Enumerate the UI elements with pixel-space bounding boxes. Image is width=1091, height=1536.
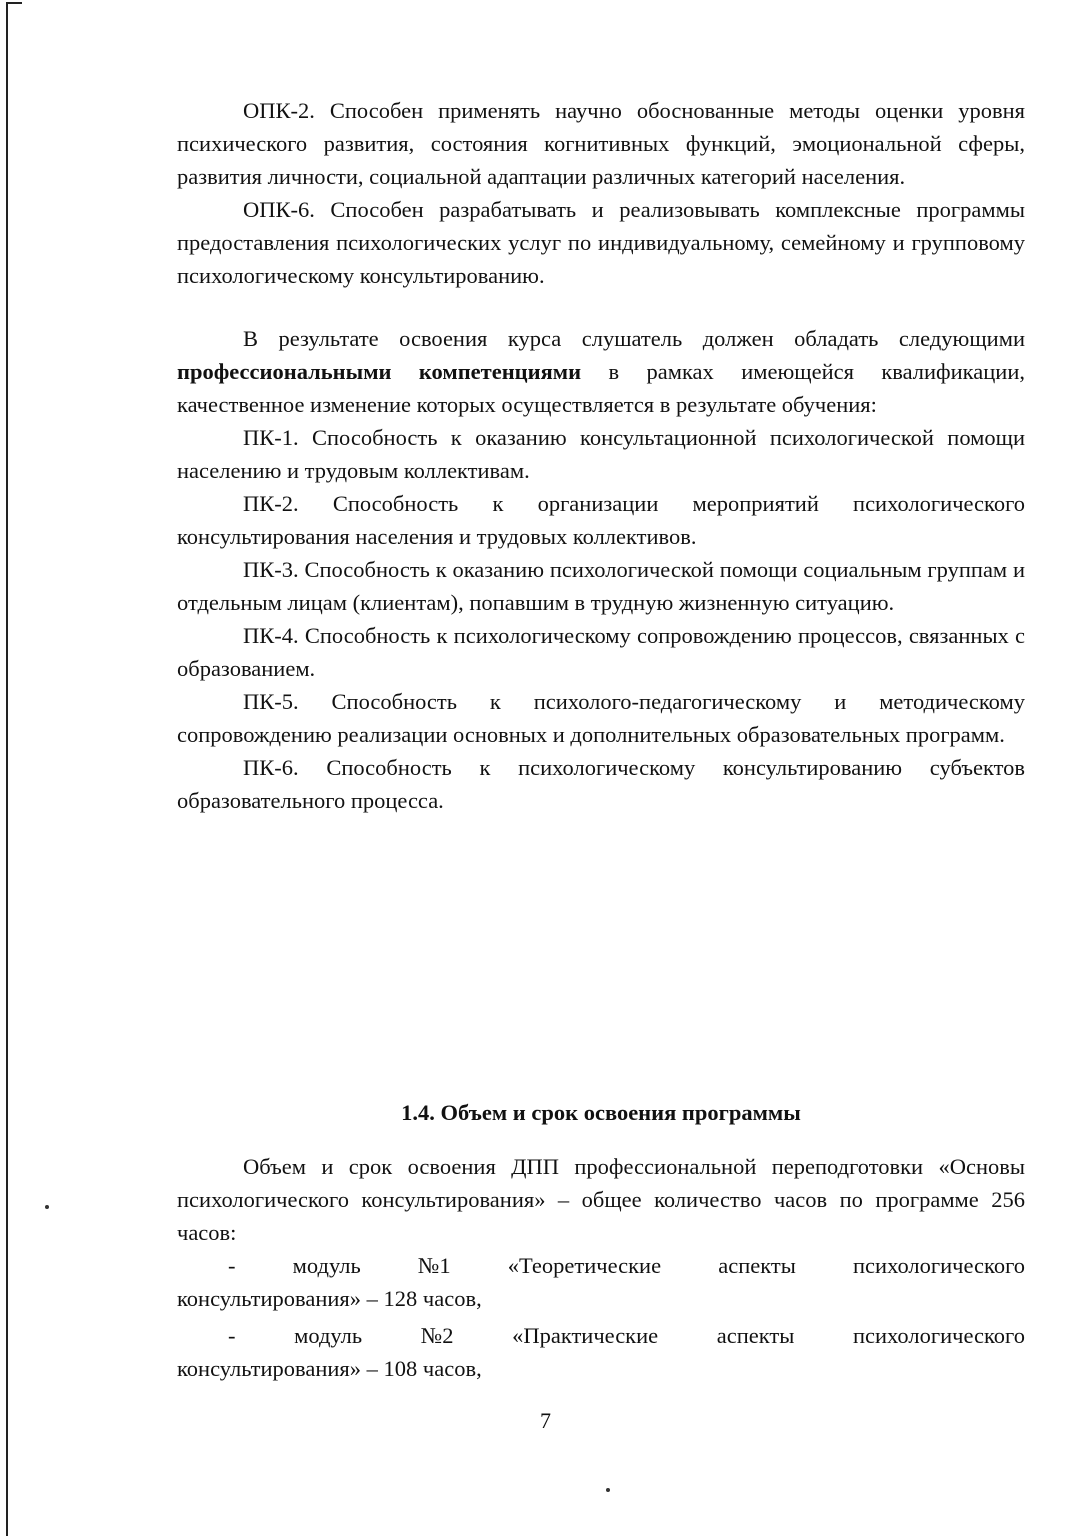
scan-speck <box>45 1205 49 1209</box>
intro-bold: профессиональными компетенциями <box>177 359 582 384</box>
module-word: модуль <box>294 1323 363 1348</box>
competency-text: Способность к психологическому сопровождению процессов, связанных с образованием. <box>177 623 1026 681</box>
module-dash: - <box>228 1323 236 1348</box>
competency-code: ПК-2. <box>243 491 299 516</box>
competency-opk-6 <box>177 193 1025 292</box>
module-name-last: психологического <box>853 1253 1025 1278</box>
competency-pk-3 <box>177 553 1025 619</box>
competency-code: ОПК-2. <box>243 98 315 123</box>
section-content <box>177 1150 1025 1389</box>
scan-border-left <box>6 2 8 1536</box>
module-dash: - <box>228 1253 236 1278</box>
competency-code: ОПК-6. <box>243 197 315 222</box>
competency-code: ПК-1. <box>243 425 299 450</box>
section-title: 1.4. Объем и срок освоения программы <box>401 1100 801 1125</box>
module-name-first: «Теоретические <box>507 1253 662 1278</box>
competency-text: Способность к психологическому консультированию субъектов образовательного процесса. <box>177 755 1025 813</box>
competency-text: Способность к организации мероприятий психологического консультирования населения и трудовых коллективов. <box>177 491 1026 549</box>
competency-text: Способность к оказанию психологической помощи социальным группам и отдельным лицам (клиентам), попавшим в трудную жизненную ситуацию. <box>177 557 1026 615</box>
page-number: 7 <box>540 1408 551 1433</box>
competency-pk-6 <box>177 751 1025 817</box>
competency-text: Способность к оказанию консультационной психологической помощи населению и трудовым коллективам. <box>177 425 1025 483</box>
module-number: №2 <box>420 1323 454 1348</box>
competency-pk-5 <box>177 685 1025 751</box>
competency-pk-4 <box>177 619 1025 685</box>
module-name-mid: аспекты <box>716 1323 795 1348</box>
competency-code: ПК-4. <box>243 623 299 648</box>
module-name-mid: аспекты <box>718 1253 796 1278</box>
competency-code: ПК-3. <box>243 557 299 582</box>
intro-after: в рамках имеющейся квалификации, качественное изменение которых осуществляется в результате обучения: <box>177 359 1026 417</box>
competency-code: ПК-5. <box>243 689 299 714</box>
intro-paragraph <box>177 322 1025 421</box>
module-line <box>177 1319 1025 1352</box>
competency-opk-2 <box>177 94 1025 193</box>
module-continuation: консультирования» – 108 часов, <box>177 1356 482 1381</box>
scan-speck <box>606 1488 610 1492</box>
competency-pk-1 <box>177 421 1025 487</box>
competency-text: Способен применять научно обоснованные методы оценки уровня психического развития, состояния когнитивных функций, эмоциональной сферы, развития личности, социальной адаптации различных категорий населения. <box>177 98 1026 189</box>
module-item <box>177 1249 1025 1315</box>
document-body <box>177 94 1025 817</box>
competency-code: ПК-6. <box>243 755 299 780</box>
module-item <box>177 1319 1025 1385</box>
module-continuation: консультирования» – 128 часов, <box>177 1286 482 1311</box>
scan-border-top <box>6 2 22 4</box>
competency-text: Способен разрабатывать и реализовывать комплексные программы предоставления психологических услуг по индивидуальному, семейному и групповому психологическому консультированию. <box>177 197 1025 288</box>
module-name-first: «Практические <box>512 1323 659 1348</box>
competency-pk-2 <box>177 487 1025 553</box>
module-number: №1 <box>417 1253 451 1278</box>
section-body: Объем и срок освоения ДПП профессиональной переподготовки «Основы психологического консультирования» – общее количество часов по программе 256 часов: <box>177 1154 1025 1245</box>
module-line <box>177 1249 1025 1282</box>
intro-before: В результате освоения курса слушатель должен обладать следующими <box>243 326 1025 351</box>
module-name-last: психологического <box>852 1323 1025 1348</box>
module-word: модуль <box>292 1253 361 1278</box>
competency-text: Способность к психолого-педагогическому и методическому сопровождению реализации основных и дополнительных образовательных программ. <box>177 689 1025 747</box>
